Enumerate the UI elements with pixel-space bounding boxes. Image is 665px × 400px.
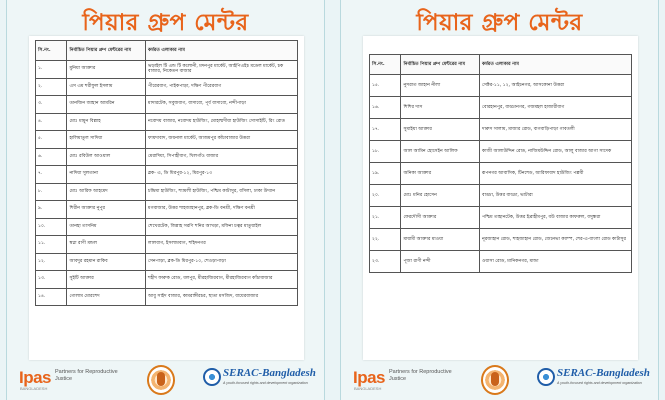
mentor-name-cell: তানহা তাসনিম (67, 218, 146, 236)
serial-cell: ২৩. (370, 251, 401, 273)
left-panel (6, 0, 325, 400)
mentor-name-cell: সুইটি আক্তার (67, 271, 146, 289)
table-row (370, 207, 632, 229)
table-row (370, 163, 632, 185)
ipas-country: BANGLADESH (20, 386, 48, 391)
table-row (370, 185, 632, 207)
area-cell: দারুস সালাম, মাজার রোড, বাগবাড়িপাড়া গাবতলী (480, 119, 632, 141)
mentor-table-2 (369, 54, 632, 273)
serial-cell: ২২. (370, 229, 401, 251)
area-cell: নূরজাহান রোড, শাহজাহান রোড, জেনেভা ক্যাম্প, শের-এ-বাংলা রোড কাটাসুর (480, 229, 632, 251)
mentor-list-page-2 (363, 36, 638, 360)
table-row (36, 253, 298, 271)
serial-cell: ৭. (36, 166, 67, 184)
serial-cell: ৮. (36, 183, 67, 201)
serial-cell: ১১. (36, 236, 67, 254)
table-row (36, 236, 298, 254)
header-mentor: নির্বাচিত পিয়ার গ্রুপ মেন্টরের নাম (67, 41, 146, 61)
mentor-name-cell: নুসরাত জাহান নীলা (401, 75, 480, 97)
mentor-name-cell: ফেরদৌসী আক্তার (401, 207, 480, 229)
table-row (370, 251, 632, 273)
mentor-name-cell: শিশির দাস (401, 97, 480, 119)
table-row (36, 271, 298, 289)
serial-cell: ৩. (36, 96, 67, 114)
serac-tagline: A youth-focused rights and development organization (223, 381, 308, 385)
table-row (370, 119, 632, 141)
serial-cell: ১৫. (370, 75, 401, 97)
footer-logos (341, 362, 658, 398)
serac-globe-icon (537, 368, 555, 386)
area-cell: সেনপাড়া, ব্লক-ডি মিরপুর-১০, শেওড়াপাড়া (146, 253, 298, 271)
area-cell: আবু সাইদ বাজার, কামরাঙ্গীরচর, ছাতা মসজিদ, বায়েরবাজার (146, 288, 298, 306)
mentor-name-cell: মোঃ মনির হোসেন (401, 185, 480, 207)
header-area: কর্মরত এলাকার নাম (146, 41, 298, 61)
serial-cell: ২১. (370, 207, 401, 229)
mentor-name-cell: আল আমিন হোসেইন আলিফ (401, 141, 480, 163)
serial-cell: ৫. (36, 131, 67, 149)
mentor-name-cell: শিরীন আক্তার নুপুর (67, 201, 146, 219)
ipas-country: BANGLADESH (354, 386, 382, 391)
serial-cell: ৪. (36, 113, 67, 131)
serial-cell: ১৬. (370, 97, 401, 119)
mentor-name-cell: সুমাইয়া আক্তার (401, 119, 480, 141)
area-cell: ব্লক- এ, ডি মিরপুর-১২, মিরপুর-১৩ (146, 166, 298, 184)
table-row (36, 288, 298, 306)
serac-globe-icon (203, 368, 221, 386)
serial-cell: ১৯. (370, 163, 401, 185)
table-row (36, 113, 298, 131)
serial-cell: ১২. (36, 253, 67, 271)
table-row (36, 61, 298, 79)
footer-logos (7, 362, 324, 398)
mentor-name-cell: আবদুর রহমান রাকিব (67, 253, 146, 271)
mentor-name-cell: গোলাম মোরশেদ (67, 288, 146, 306)
area-cell: বোরহানপুর, বাড্ডানগর, গজমহল হাজারীবাগ (480, 97, 632, 119)
serial-cell: ১৮. (370, 141, 401, 163)
area-cell: বাড্ডা, উত্তর বাড্ডা, ভাটারা (480, 185, 632, 207)
table-header-row (370, 55, 632, 75)
table-row (36, 201, 298, 219)
area-cell: শেখেরটেক, জিন্নাহ সরণি শনির আখড়া, মফিনা চত্বর মাতুয়াইল (146, 218, 298, 236)
right-panel (340, 0, 659, 400)
mentor-name-cell: অনিকা আক্তার (401, 163, 480, 185)
ipas-tagline: Partners for Reproductive Justice (389, 369, 452, 382)
serial-cell: ১০. (36, 218, 67, 236)
table-row (36, 96, 298, 114)
area-cell: ওয়াসা রোড, মানিকনগর, মান্ডা (480, 251, 632, 273)
serial-cell: ১. (36, 61, 67, 79)
mentor-name-cell: তানজিন জাহান আমরিন (67, 96, 146, 114)
table-row (370, 229, 632, 251)
mentor-name-cell: মোঃ রবিউল আওয়াল (67, 148, 146, 166)
mentor-name-cell: মায়ামী আক্তার মাওয়া (401, 229, 480, 251)
serial-cell: ১৭. (370, 119, 401, 141)
area-cell: রূপনগর আবাসিক, টিনশেড, আরিফাবাদ হাউজিং পল্লবী (480, 163, 632, 185)
serial-cell: ১৪. (36, 288, 67, 306)
area-cell: ফায়দাবাদ, জয়নাল মার্কেট, আজমপুর কাঁচাবাজার উত্তরা (146, 131, 298, 149)
table-row (36, 131, 298, 149)
ipas-logo: Ipas (19, 368, 52, 387)
mentor-name-cell: মোঃ মামুন বিল্লাহ (67, 113, 146, 131)
emblem-icon (147, 365, 175, 395)
emblem-icon (481, 365, 509, 395)
table-row (370, 141, 632, 163)
table-row (36, 148, 298, 166)
area-cell: সেক্টর-১১, ১২, আইচনগর, আসকোনা উত্তরা (480, 75, 632, 97)
area-cell: ভড়াইল টি এন্ড টি কলোনী, মদনপুর মার্কেট, আইপিএইচ মডেল মার্কেট, চক বাজার, নিকেতন বাজার (146, 61, 298, 79)
table-header-row (36, 41, 298, 61)
area-cell: মগবাজার, উত্তর শাহজাহানপুর, ব্লক-ডি বনশ্রী, দক্ষিণ বনশ্রী (146, 201, 298, 219)
header-mentor: নির্বাচিত পিয়ার গ্রুপ মেন্টরের নাম (401, 55, 480, 75)
area-cell: মেরাদিয়া, সিপাহীবাগ, খিলগাঁও বাজার (146, 148, 298, 166)
area-cell: মাদারটেক, সবুজবাগ, বাসাবো, পূর্ব বাসাবো, নন্দীপাড়া (146, 96, 298, 114)
mentor-name-cell: মোঃ আরিফ আহমেদ (67, 183, 146, 201)
serial-cell: ১৩. (36, 271, 67, 289)
header-area: কর্মরত এলাকার নাম (480, 55, 632, 75)
area-cell: পশ্চিম তাহানটেক, উত্তর ইব্রাহীমপুর, বউ বাজার কাফরুল, বসুন্ধরা (480, 207, 632, 229)
area-cell: লালবাগ, ইসলামবাগ, শহিদনগর (146, 236, 298, 254)
table-row (36, 218, 298, 236)
area-cell: কাজী আলাউদ্দিন রোড, নাজিমউদ্দিন রোড, আলু বাজার আগা সাদেক (480, 141, 632, 163)
header-serial: সি.নং. (36, 41, 67, 61)
table-row (370, 97, 632, 119)
serial-cell: ৯. (36, 201, 67, 219)
ipas-tagline: Partners for Reproductive Justice (55, 369, 118, 382)
table-row (36, 166, 298, 184)
header-serial: সি.নং. (370, 55, 401, 75)
table-row (36, 183, 298, 201)
serac-logo: SERAC-Bangladesh (223, 367, 316, 379)
area-cell: পীরেরবাগ, পাইকপাড়া, দক্ষিণ পীরেরবাগ (146, 78, 298, 96)
area-cell: শহীদ ফারুক রোড, ধলপুর, মীরহাজিরবাগ, মীরহাজিরবাগ কাঁচাবাজার (146, 271, 298, 289)
panel-title: পিয়ার গ্রুপ মেন্টর (82, 10, 249, 36)
serial-cell: ২০. (370, 185, 401, 207)
area-cell: নবোদয় বাজার, নবোদয় হাউজিং, মোহাম্মদীয়া হাউজিং সোসাইটি, রিং রোড (146, 113, 298, 131)
mentor-name-cell: মুনিয়া আক্তার (67, 61, 146, 79)
mentor-name-cell: পূজা রাণী নন্দী (401, 251, 480, 273)
table-row (370, 75, 632, 97)
serial-cell: ৬. (36, 148, 67, 166)
mentor-name-cell: হালিমাতুল সাদিয়া (67, 131, 146, 149)
mentor-table-1 (35, 40, 298, 306)
mentor-list-page-1 (29, 36, 304, 360)
mentor-name-cell: নাদিয়া সুলতানা (67, 166, 146, 184)
ipas-logo: Ipas (353, 368, 386, 387)
serial-cell: ২. (36, 78, 67, 96)
area-cell: চন্দ্রিমা হাউজিং, শ্যামলী হাউজিং, পশ্চিম কাটাসুর, বসিলা, ঢাকা উদ্যান (146, 183, 298, 201)
serac-logo: SERAC-Bangladesh (557, 367, 650, 379)
table-row (36, 78, 298, 96)
mentor-name-cell: স্বপ্না রাণী মন্ডল (67, 236, 146, 254)
mentor-name-cell: এস এম শরীফুল ইসলাম (67, 78, 146, 96)
serac-tagline: A youth-focused rights and development organization (557, 381, 642, 385)
panel-title: পিয়ার গ্রুপ মেন্টর (416, 10, 583, 36)
